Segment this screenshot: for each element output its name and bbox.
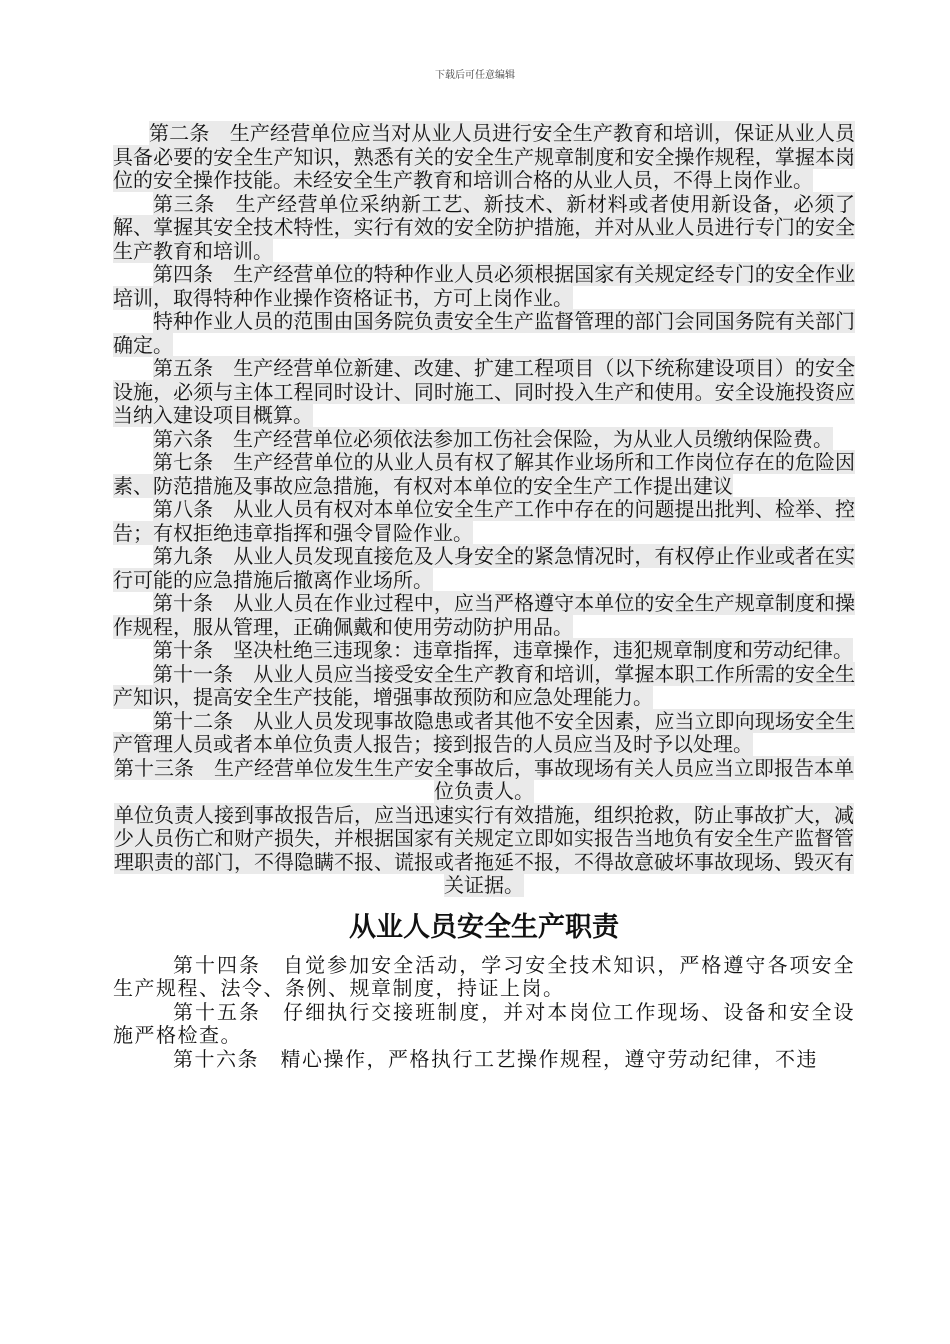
article-text: 特种作业人员的范围由国务院负责安全生产监督管理的部门会同国务院有关部门确定。 (113, 309, 855, 357)
article-text: 第十条 从业人员在作业过程中，应当严格遵守本单位的安全生产规章制度和操作规程，服从管理，正确佩戴和使用劳动防护用品。 (113, 591, 855, 639)
article-paragraph (113, 757, 855, 804)
article-paragraph (113, 710, 855, 757)
article-paragraph (113, 804, 855, 898)
article-text: 第九条 从业人员发现直接危及人身安全的紧急情况时，有权停止作业或者在实行可能的应急措施后撤离作业场所。 (113, 544, 855, 592)
article-paragraph (113, 193, 855, 264)
article-text: 第十二条 从业人员发现事故隐患或者其他不安全因素，应当立即向现场安全生产管理人员或者本单位负责人报告；接到报告的人员应当及时予以处理。 (113, 708, 855, 756)
article-paragraph (113, 663, 855, 710)
article-paragraph: 第十四条 自觉参加安全活动，学习安全技术知识，严格遵守各项安全生产规程、法令、条例、规章制度，持证上岗。 (113, 952, 855, 1000)
article-text: 第七条 生产经营单位的从业人员有权了解其作业场所和工作岗位存在的危险因素、防范措施及事故应急措施，有权对本单位的安全生产工作提出建议 (113, 450, 855, 498)
section-title: 从业人员安全生产职责 (349, 911, 619, 943)
article-text: 第五条 生产经营单位新建、改建、扩建工程项目（以下统称建设项目）的安全设施，必须与主体工程同时设计、同时施工、同时投入生产和使用。安全设施投资应当纳入建设项目概算。 (113, 356, 855, 427)
article-paragraph (113, 357, 855, 428)
article-paragraph (113, 592, 855, 639)
article-text: 第六条 生产经营单位必须依法参加工伤社会保险，为从业人员缴纳保险费。 (153, 426, 833, 451)
article-text: 第十条 坚决杜绝三违现象：违章指挥，违章操作，违犯规章制度和劳动纪律。 (153, 638, 853, 662)
article-paragraph (113, 263, 855, 310)
article-paragraph (113, 451, 855, 498)
article-paragraph (113, 122, 855, 193)
article-paragraph: 第十六条 精心操作，严格执行工艺操作规程，遵守劳动纪律，不违 (173, 1046, 818, 1071)
article-paragraph (113, 310, 855, 357)
article-paragraph (113, 639, 855, 663)
article-text: 第八条 从业人员有权对本单位安全生产工作中存在的问题提出批判、检举、控告；有权拒绝违章指挥和强令冒险作业。 (113, 497, 855, 545)
article-text: 第十一条 从业人员应当接受安全生产教育和培训，掌握本职工作所需的安全生产知识，提高安全生产技能，增强事故预防和应急处理能力。 (113, 661, 855, 709)
document-body (113, 122, 855, 1071)
article-paragraph: 第十五条 仔细执行交接班制度，并对本岗位工作现场、设备和安全设施严格检查。 (113, 999, 855, 1047)
article-text: 第十三条 生产经营单位发生生产安全事故后，事故现场有关人员应当立即报告本单位负责人。 (114, 755, 854, 803)
article-paragraph (113, 498, 855, 545)
article-text: 单位负责人接到事故报告后，应当迅速实行有效措施，组织抢救，防止事故扩大，减少人员伤亡和财产损失，并根据国家有关规定立即如实报告当地负有安全生产监督管理职责的部门，不得隐瞒不报、谎报或者拖延不报，不得故意破坏事故现场、毁灭有关证据。 (114, 802, 854, 897)
article-text: 第二条 生产经营单位应当对从业人员进行安全生产教育和培训，保证从业人员具备必要的安全生产知识，熟悉有关的安全生产规章制度和安全操作规程，掌握本岗位的安全操作技能。未经安全生产教育和培训合格的从业人员，不得上岗作业。 (113, 121, 855, 192)
article-paragraph (113, 545, 855, 592)
article-text: 第四条 生产经营单位的特种作业人员必须根据国家有关规定经专门的安全作业培训，取得特种作业操作资格证书，方可上岗作业。 (113, 262, 855, 310)
page-header: 下载后可任意编辑 (435, 70, 515, 81)
article-text: 第三条 生产经营单位采纳新工艺、新技术、新材料或者使用新设备，必须了解、掌握其安全技术特性，实行有效的安全防护措施，并对从业人员进行专门的安全生产教育和培训。 (113, 191, 855, 263)
article-paragraph (113, 428, 855, 452)
